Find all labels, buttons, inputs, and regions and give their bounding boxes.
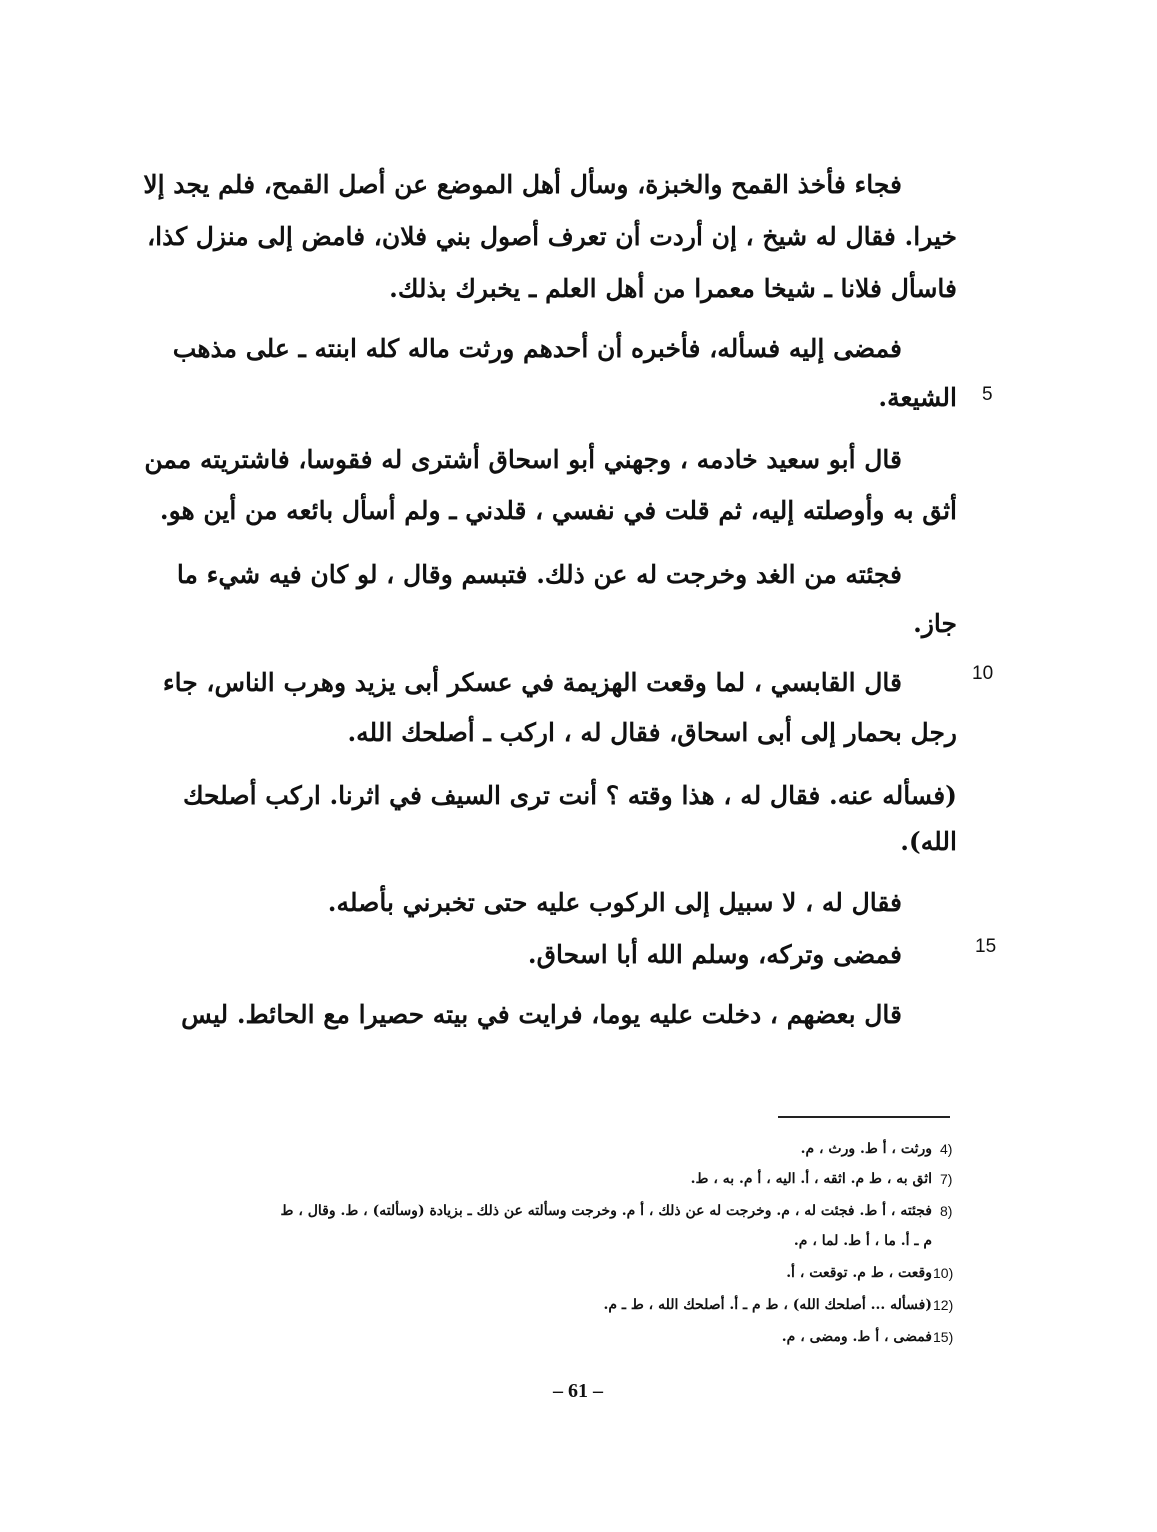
body-line: أثق به وأوصلته إليه، ثم قلت في نفسي ، قلدني ـ ولم أسأل بائعه من أين هو.	[159, 496, 957, 525]
footnote-text: وقعت ، ط م. توقعت ، أ.	[786, 1265, 932, 1281]
body-line: فمضى إليه فسأله، فأخبره أن أحدهم ورثت ماله كله ابنته ـ على مذهب	[172, 334, 902, 363]
body-line: قال القابسي ، لما وقعت الهزيمة في عسكر أبى يزيد وهرب الناس، جاء	[162, 668, 902, 697]
body-line: جاز.	[913, 609, 957, 638]
body-line: رجل بحمار إلى أبى اسحاق، فقال له ، اركب ـ أصلحك الله.	[347, 718, 957, 747]
body-line: خيرا. فقال له شيخ ، إن أردت أن تعرف أصول بني فلان، فامض إلى منزل كذا،	[147, 222, 957, 251]
body-line: فجئته من الغد وخرجت له عن ذلك. فتبسم وقال ، لو كان فيه شيء ما	[176, 560, 902, 589]
footnote-text: اثق به ، ط م. اثقه ، أ. اليه ، أ م. به ، ط.	[690, 1171, 932, 1187]
line-number: 5	[982, 384, 993, 405]
body-line: فقال له ، لا سبيل إلى الركوب عليه حتى تخبرني بأصله.	[327, 888, 902, 917]
footnote-text: ورثت ، أ ط. ورث ، م.	[800, 1141, 932, 1157]
line-number: 10	[972, 663, 994, 684]
footnote-number: 4)	[940, 1141, 953, 1157]
footnote-number: 8)	[940, 1203, 953, 1219]
footnote-text: فمضى ، أ ط. ومضى ، م.	[781, 1329, 932, 1345]
body-line: فاسأل فلانا ـ شيخا معمرا من أهل العلم ـ يخبرك بذلك.	[389, 274, 957, 303]
body-line: قال أبو سعيد خادمه ، وجهني أبو اسحاق أشترى له فقوسا، فاشتريته ممن	[144, 445, 902, 474]
body-line: الله).	[900, 827, 957, 856]
body-line: قال بعضهم ، دخلت عليه يوما، فرايت في بيته حصيرا مع الحائط. ليس	[181, 1000, 902, 1029]
footnote-separator	[778, 1116, 950, 1118]
body-line: الشيعة.	[878, 383, 957, 412]
body-line: فجاء فأخذ القمح والخبزة، وسأل أهل الموضع عن أصل القمح، فلم يجد إلا	[143, 170, 902, 199]
footnote-number: 15)	[933, 1329, 954, 1345]
line-number: 15	[975, 936, 997, 957]
footnote-number: 7)	[940, 1171, 953, 1187]
footnote-number: 10)	[933, 1265, 954, 1281]
body-line: (فسأله عنه. فقال له ، هذا وقته ؟ أنت ترى السيف في اثرنا. اركب أصلحك	[182, 781, 957, 810]
footnote-number: 12)	[933, 1297, 954, 1313]
body-line: فمضى وتركه، وسلم الله أبا اسحاق.	[527, 940, 902, 969]
page-number: – 61 –	[553, 1380, 603, 1402]
footnote-text: م ـ أ. ما ، أ ط. لما ، م.	[793, 1233, 932, 1249]
footnote-text: (فسأله ... أصلحك الله) ، ط م ـ أ. أصلحك الله ، ط ـ م.	[603, 1297, 932, 1313]
footnote-text: فجئته ، أ ط. فجئت له ، م. وخرجت له عن ذلك ، أ م. وخرجت وسألته عن ذلك ـ بزيادة (وسألته) ، ط. وقال ، ط	[280, 1203, 932, 1219]
